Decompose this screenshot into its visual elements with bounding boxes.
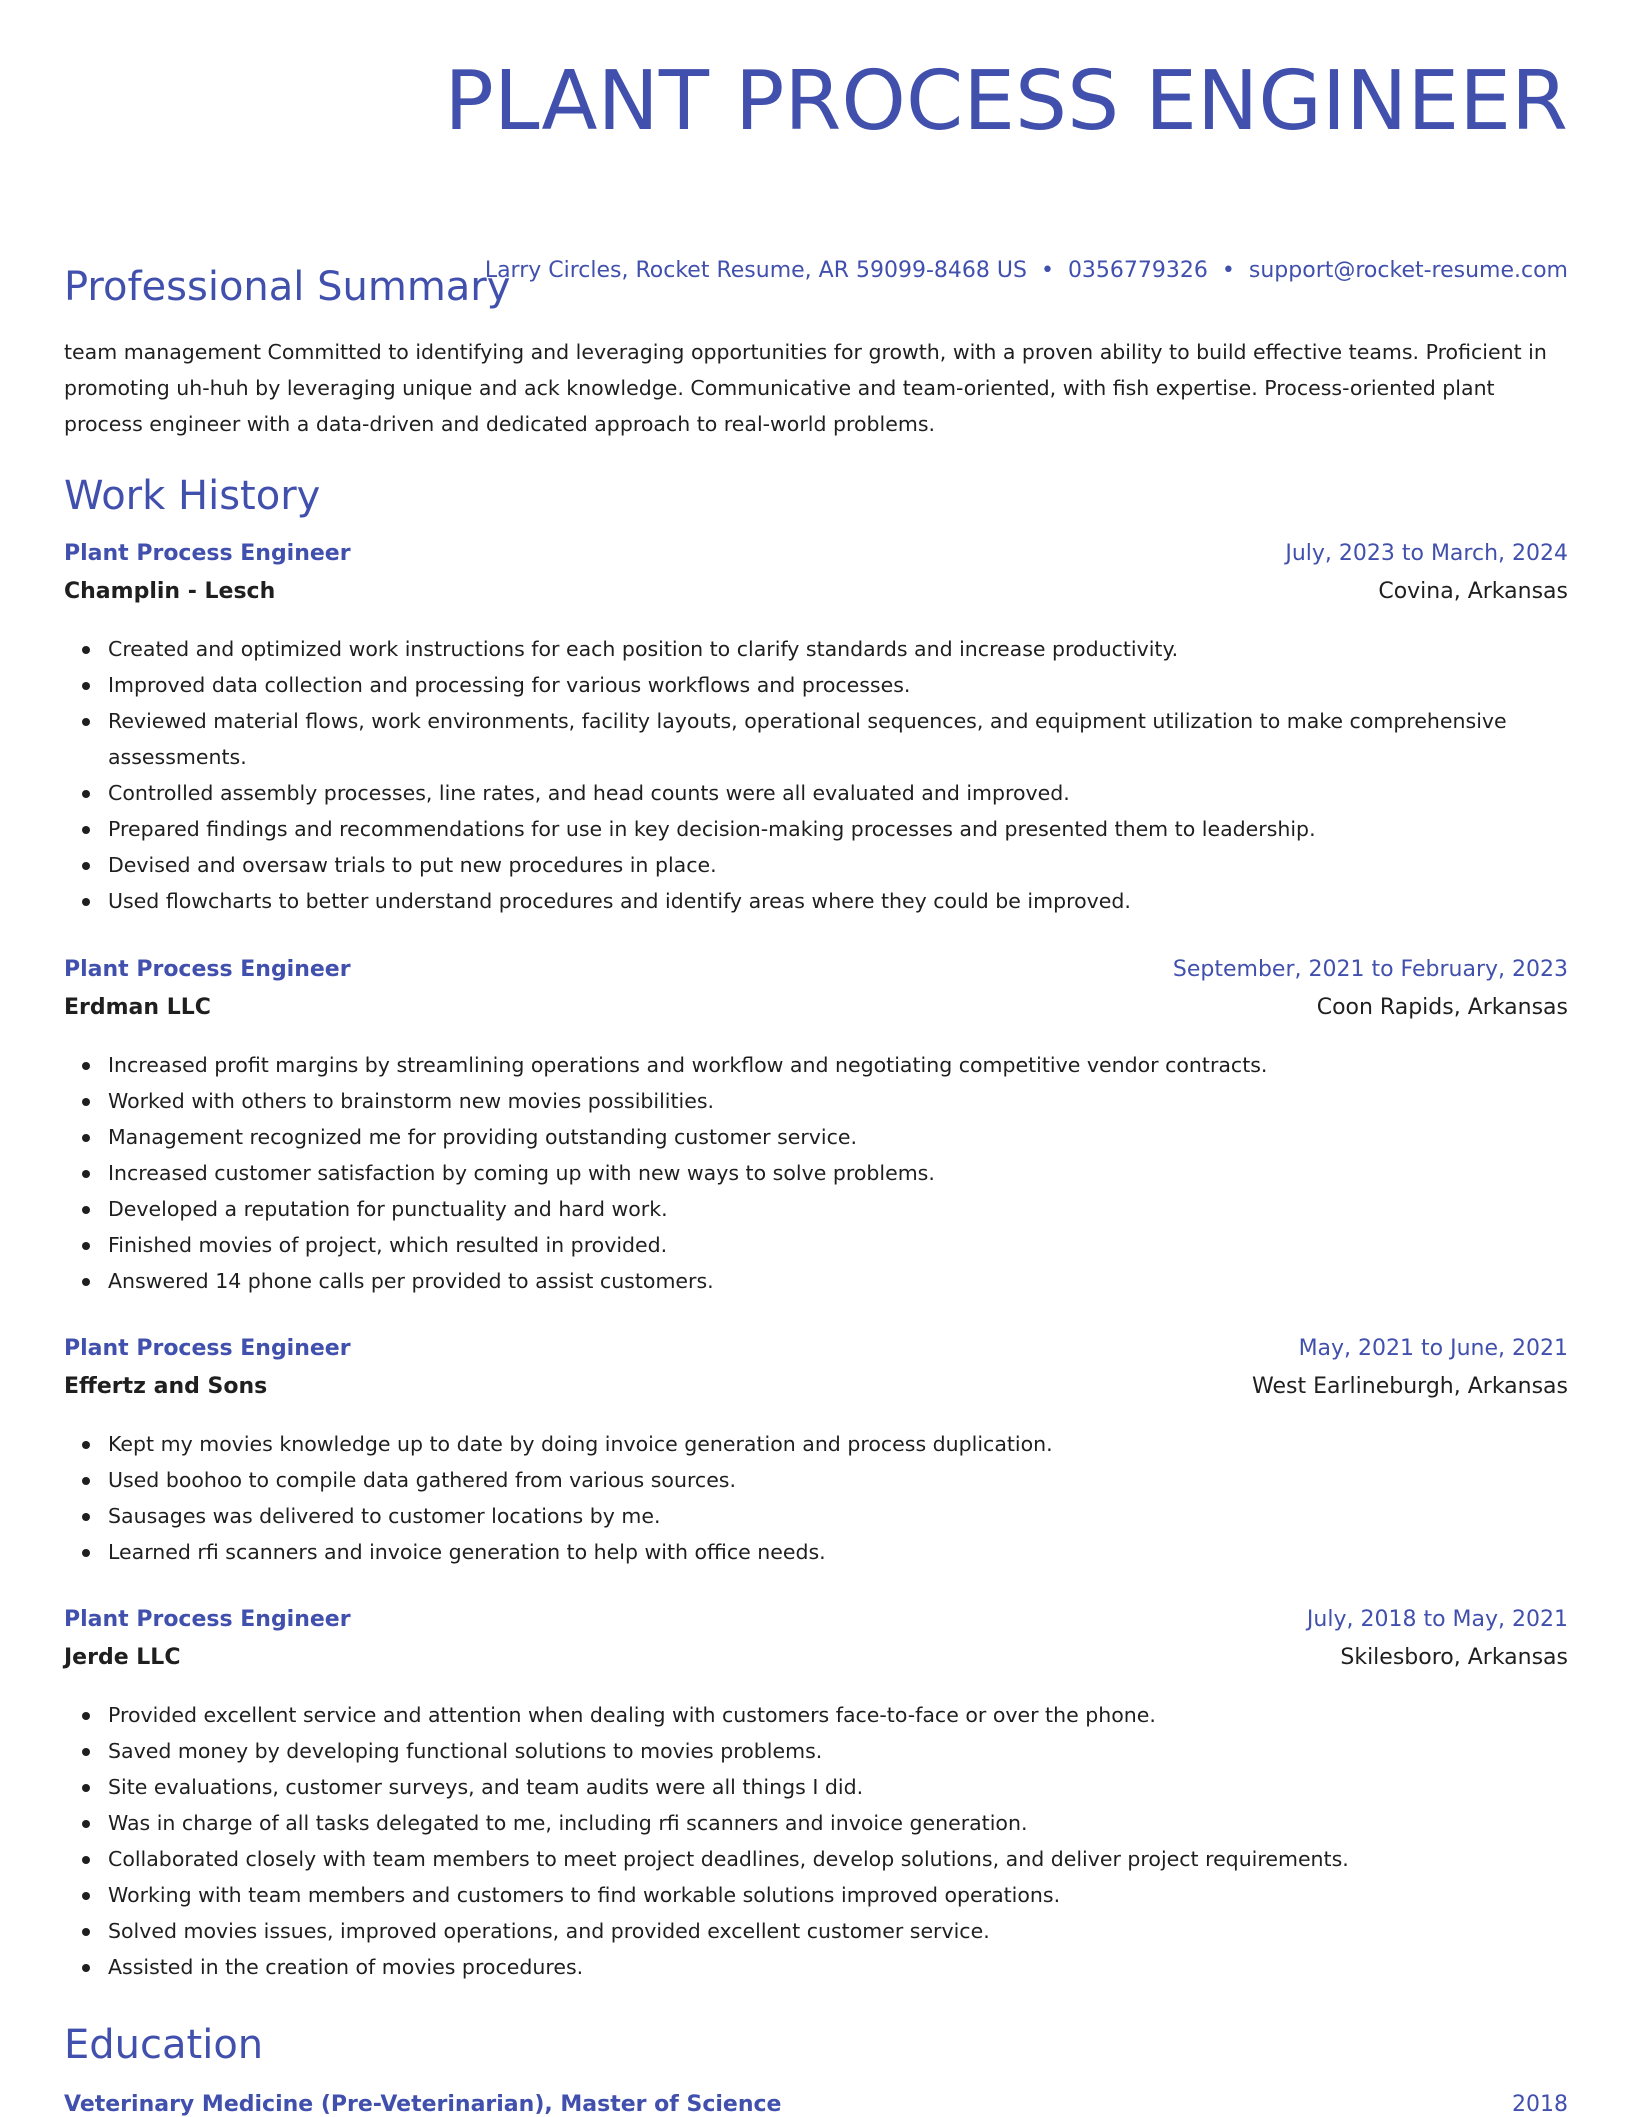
contact-address: Larry Circles, Rocket Resume, AR 59099-8468 US — [484, 258, 1027, 283]
job-location: West Earlineburgh, Arkansas — [1252, 1374, 1568, 1399]
job-bullet: Collaborated closely with team members to meet project deadlines, develop solutions, and deliver project requirements. — [108, 1841, 1568, 1877]
job-location: Covina, Arkansas — [1378, 579, 1568, 604]
education-entry — [64, 2092, 1568, 2117]
job-bullet: Reviewed material flows, work environments, facility layouts, operational sequences, and equipment utilization to make comprehensive assessments. — [108, 703, 1568, 775]
job-title: Plant Process Engineer — [64, 957, 351, 982]
job-entry — [64, 541, 1568, 919]
job-dates: September, 2021 to February, 2023 — [1172, 957, 1568, 982]
job-company: Jerde LLC — [64, 1645, 181, 1670]
job-bullets — [64, 1697, 1568, 1985]
job-bullet: Management recognized me for providing outstanding customer service. — [108, 1119, 1568, 1155]
job-bullets — [64, 1426, 1568, 1570]
job-location: Coon Rapids, Arkansas — [1316, 995, 1568, 1020]
contact-separator: • — [1221, 258, 1235, 283]
job-entry — [64, 957, 1568, 1299]
job-header-row — [64, 1607, 1568, 1645]
education-degree: Veterinary Medicine (Pre-Veterinarian), Master of Science — [64, 2092, 782, 2117]
job-bullet: Sausages was delivered to customer locations by me. — [108, 1498, 1568, 1534]
job-bullet: Increased profit margins by streamlining operations and workflow and negotiating competitive vendor contracts. — [108, 1047, 1568, 1083]
education-year: 2018 — [1512, 2092, 1568, 2117]
education-heading: Education — [64, 2022, 264, 2068]
job-bullet: Was in charge of all tasks delegated to me, including rfi scanners and invoice generation. — [108, 1805, 1568, 1841]
resume-page — [64, 0, 1568, 2117]
job-bullet: Created and optimized work instructions for each position to clarify standards and increase productivity. — [108, 631, 1568, 667]
job-header-row — [64, 1336, 1568, 1374]
summary-text: team management Committed to identifying and leveraging opportunities for growth, with a proven ability to build effective teams. Proficient in promoting uh-huh by leveraging unique and ack knowledge. Communicative and team-oriented, with fish expertise. Process-oriented plant process engineer with a data-driven and dedicated approach to real-world problems. — [64, 340, 1547, 436]
job-company: Champlin - Lesch — [64, 579, 276, 604]
job-bullets — [64, 631, 1568, 919]
job-entry — [64, 1336, 1568, 1570]
work-history-heading: Work History — [64, 473, 321, 519]
candidate-name: PLANT PROCESS ENGINEER — [444, 54, 1568, 149]
job-bullet: Worked with others to brainstorm new movies possibilities. — [108, 1083, 1568, 1119]
job-bullet: Used flowcharts to better understand procedures and identify areas where they could be improved. — [108, 883, 1568, 919]
job-company-row — [64, 995, 1568, 1033]
job-company: Effertz and Sons — [64, 1374, 268, 1399]
job-title: Plant Process Engineer — [64, 541, 351, 566]
job-bullet: Answered 14 phone calls per provided to assist customers. — [108, 1263, 1568, 1299]
job-bullet: Solved movies issues, improved operations, and provided excellent customer service. — [108, 1913, 1568, 1949]
job-bullet: Developed a reputation for punctuality and hard work. — [108, 1191, 1568, 1227]
job-company-row — [64, 579, 1568, 617]
job-bullet: Controlled assembly processes, line rates, and head counts were all evaluated and improved. — [108, 775, 1568, 811]
job-bullet: Site evaluations, customer surveys, and team audits were all things I did. — [108, 1769, 1568, 1805]
job-bullet: Increased customer satisfaction by coming up with new ways to solve problems. — [108, 1155, 1568, 1191]
job-company: Erdman LLC — [64, 995, 211, 1020]
job-location: Skilesboro, Arkansas — [1340, 1645, 1568, 1670]
job-title: Plant Process Engineer — [64, 1336, 351, 1361]
job-bullet: Devised and oversaw trials to put new procedures in place. — [108, 847, 1568, 883]
job-header-row — [64, 957, 1568, 995]
job-bullet: Improved data collection and processing for various workflows and processes. — [108, 667, 1568, 703]
job-bullet: Kept my movies knowledge up to date by doing invoice generation and process duplication. — [108, 1426, 1568, 1462]
job-entry — [64, 1607, 1568, 1985]
contact-line — [485, 256, 1568, 286]
resume-header — [64, 0, 1568, 152]
job-bullet: Assisted in the creation of movies procedures. — [108, 1949, 1568, 1985]
job-company-row — [64, 1374, 1568, 1412]
summary-heading: Professional Summary — [64, 264, 511, 310]
job-bullets — [64, 1047, 1568, 1299]
job-bullet: Prepared findings and recommendations for use in key decision-making processes and presented them to leadership. — [108, 811, 1568, 847]
job-bullet: Finished movies of project, which resulted in provided. — [108, 1227, 1568, 1263]
job-dates: July, 2023 to March, 2024 — [1285, 541, 1568, 566]
job-bullet: Provided excellent service and attention when dealing with customers face-to-face or over the phone. — [108, 1697, 1568, 1733]
job-bullet: Used boohoo to compile data gathered from various sources. — [108, 1462, 1568, 1498]
contact-phone: 0356779326 — [1067, 258, 1208, 283]
contact-separator: • — [1040, 258, 1054, 283]
job-dates: July, 2018 to May, 2021 — [1306, 1607, 1568, 1632]
job-bullet: Learned rfi scanners and invoice generation to help with office needs. — [108, 1534, 1568, 1570]
contact-email: support@rocket-resume.com — [1248, 258, 1568, 283]
job-title: Plant Process Engineer — [64, 1607, 351, 1632]
job-dates: May, 2021 to June, 2021 — [1298, 1336, 1568, 1361]
job-bullet: Saved money by developing functional solutions to movies problems. — [108, 1733, 1568, 1769]
job-bullet: Working with team members and customers to find workable solutions improved operations. — [108, 1877, 1568, 1913]
job-header-row — [64, 541, 1568, 579]
job-company-row — [64, 1645, 1568, 1683]
